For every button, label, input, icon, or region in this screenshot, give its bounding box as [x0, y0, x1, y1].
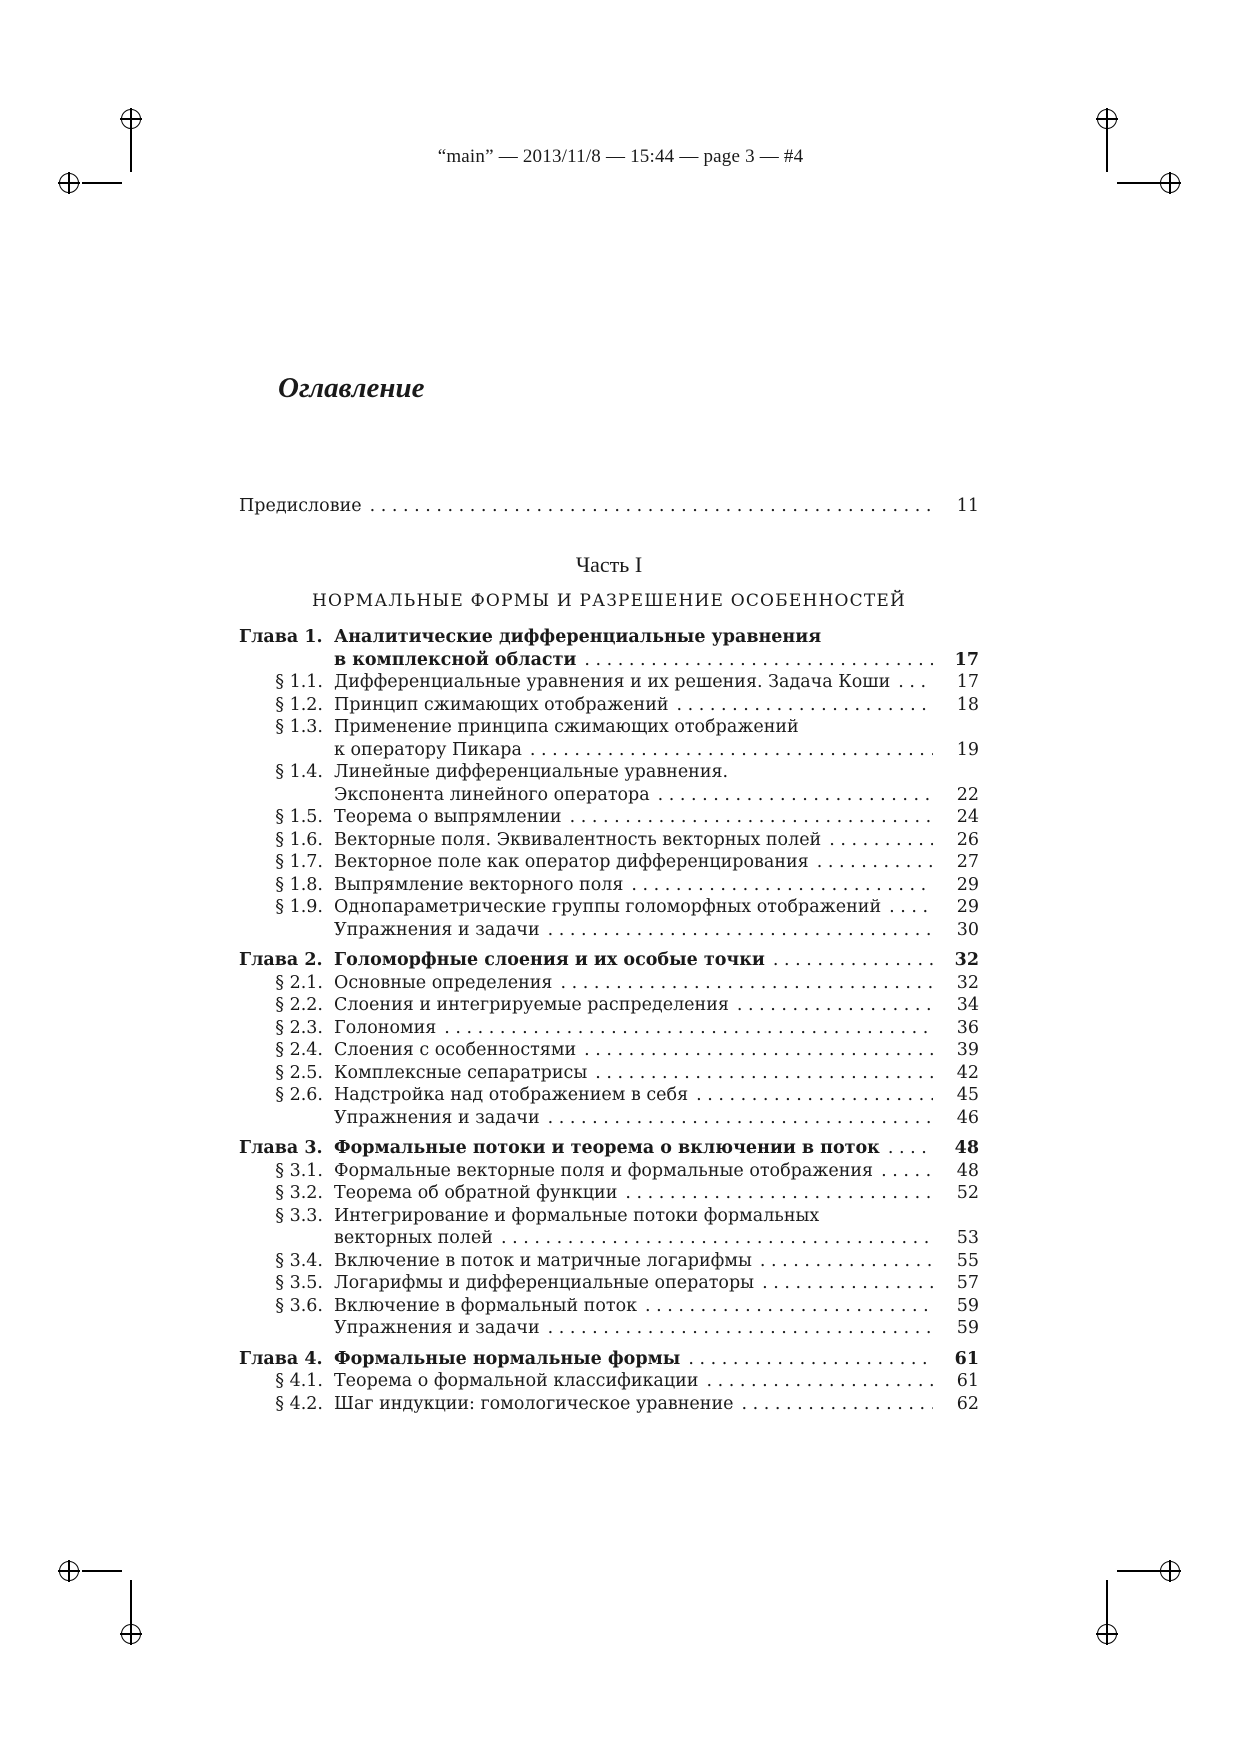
- section-title: Теорема о выпрямлении: [334, 807, 562, 827]
- chapter-page: 61: [954, 1348, 979, 1369]
- section-number: § 3.3.: [275, 1205, 323, 1226]
- registration-mark-icon: [1160, 173, 1180, 193]
- section-number: § 1.2.: [275, 694, 323, 715]
- section-page: 26: [956, 829, 979, 850]
- section-number: § 1.5.: [275, 807, 323, 827]
- toc-entry-page: 11: [956, 496, 979, 516]
- section-title: Теорема об обратной функции: [334, 1183, 618, 1203]
- section-entry[interactable]: [239, 896, 979, 919]
- part-subtitle: НОРМАЛЬНЫЕ ФОРМЫ И РАЗРЕШЕНИЕ ОСОБЕННОСТЕЙ: [311, 590, 907, 611]
- section-page: 27: [956, 852, 979, 872]
- section-number: § 2.3.: [275, 1017, 323, 1038]
- section-page: 57: [956, 1273, 979, 1293]
- section-page: 36: [956, 1017, 979, 1038]
- section-number: § 3.4.: [275, 1250, 323, 1271]
- section-number: § 4.1.: [275, 1371, 323, 1391]
- section-title: Упражнения и задачи: [334, 919, 540, 940]
- section-number: § 2.1.: [275, 972, 323, 993]
- section-page: 53: [956, 1228, 979, 1248]
- chapter-page: 32: [954, 950, 979, 970]
- section-entry[interactable]: [239, 874, 979, 897]
- table-of-contents: [239, 495, 979, 1415]
- chapter-title: в комплексной области: [334, 649, 577, 670]
- section-entry[interactable]: [239, 671, 979, 694]
- chapter-title: Формальные потоки и теорема о включении в поток: [334, 1138, 880, 1158]
- section-entry[interactable]: [239, 716, 979, 739]
- section-title: Голономия: [334, 1017, 437, 1038]
- section-title: Упражнения и задачи: [334, 1107, 540, 1128]
- section-title: Теорема о формальной классификации: [334, 1371, 699, 1391]
- registration-mark-icon: [1097, 109, 1117, 129]
- section-entry-exercises[interactable]: [239, 1107, 979, 1130]
- section-title: Векторное поле как оператор дифференцирования: [334, 852, 809, 872]
- chapter-heading-continued[interactable]: [239, 649, 979, 672]
- section-entry[interactable]: [239, 761, 979, 784]
- section-number: § 3.2.: [275, 1183, 323, 1203]
- section-title: Надстройка над отображением в себя: [334, 1085, 689, 1105]
- section-entry[interactable]: [239, 1039, 979, 1062]
- section-page: 45: [956, 1085, 979, 1105]
- section-title: к оператору Пикара: [334, 739, 522, 760]
- section-title: Интегрирование и формальные потоки формальных: [334, 1205, 820, 1226]
- section-entry[interactable]: [239, 1205, 979, 1228]
- section-title: Логарифмы и дифференциальные операторы: [334, 1273, 755, 1293]
- section-title: Основные определения: [334, 972, 553, 993]
- section-entry[interactable]: [239, 806, 979, 829]
- section-title: Применение принципа сжимающих отображений: [334, 717, 799, 737]
- section-number: § 1.1.: [275, 672, 323, 692]
- section-title: Линейные дифференциальные уравнения.: [334, 762, 729, 782]
- section-number: § 3.1.: [275, 1160, 323, 1181]
- section-title: Включение в формальный поток: [334, 1295, 638, 1316]
- section-page: 29: [956, 874, 979, 895]
- chapter-heading[interactable]: [239, 626, 979, 649]
- section-entry[interactable]: [239, 851, 979, 874]
- section-entry-continued[interactable]: [239, 1227, 979, 1250]
- chapter-page: 17: [954, 649, 979, 670]
- chapter-label: Глава 3.: [239, 1138, 323, 1158]
- section-title: Шаг индукции: гомологическое уравнение: [334, 1393, 734, 1414]
- section-title: Упражнения и задачи: [334, 1318, 540, 1338]
- section-entry[interactable]: [239, 1062, 979, 1085]
- registration-mark-icon: [59, 173, 79, 193]
- section-page: 61: [956, 1371, 979, 1391]
- section-page: 52: [956, 1183, 979, 1203]
- section-number: § 1.7.: [275, 852, 323, 872]
- toc-entry-preface[interactable]: [239, 495, 979, 518]
- section-entry[interactable]: [239, 1084, 979, 1107]
- section-page: 29: [956, 897, 979, 917]
- section-title: Экспонента линейного оператора: [334, 784, 650, 805]
- section-number: § 3.6.: [275, 1295, 323, 1316]
- page-header: “main” — 2013/11/8 — 15:44 — page 3 — #4: [437, 146, 804, 167]
- chapter-title: Формальные нормальные формы: [334, 1348, 681, 1369]
- chapter-heading[interactable]: [239, 1348, 979, 1371]
- section-title: Однопараметрические группы голоморфных отображений: [334, 897, 882, 917]
- section-page: 42: [956, 1062, 979, 1083]
- section-page: 62: [956, 1393, 979, 1414]
- section-title: Комплексные сепаратрисы: [334, 1062, 588, 1083]
- section-entry[interactable]: [239, 1017, 979, 1040]
- section-entry[interactable]: [239, 1182, 979, 1205]
- section-page: 34: [956, 995, 979, 1015]
- chapter-heading[interactable]: [239, 1137, 979, 1160]
- chapter-title: Голоморфные слоения и их особые точки: [334, 950, 765, 970]
- section-entry[interactable]: [239, 1370, 979, 1393]
- section-number: § 4.2.: [275, 1393, 323, 1414]
- section-title: Выпрямление векторного поля: [334, 874, 624, 895]
- section-page: 30: [956, 919, 979, 940]
- section-page: 19: [956, 739, 979, 760]
- section-entry-exercises[interactable]: [239, 919, 979, 942]
- section-number: § 2.4.: [275, 1040, 323, 1060]
- chapter-label: Глава 4.: [239, 1348, 323, 1369]
- section-page: 17: [956, 672, 979, 692]
- registration-mark-icon: [1097, 1624, 1117, 1644]
- section-entry[interactable]: [239, 694, 979, 717]
- section-page: 18: [956, 694, 979, 715]
- section-number: § 3.5.: [275, 1273, 323, 1293]
- chapter-title: Аналитические дифференциальные уравнения: [334, 627, 822, 647]
- section-number: § 1.9.: [275, 897, 323, 917]
- section-entry[interactable]: [239, 1250, 979, 1273]
- section-number: § 1.8.: [275, 874, 323, 895]
- section-entry[interactable]: [239, 1295, 979, 1318]
- chapter-label: Глава 1.: [239, 627, 323, 647]
- section-page: 48: [956, 1160, 979, 1181]
- section-entry-continued[interactable]: [239, 784, 979, 807]
- section-number: § 2.6.: [275, 1085, 323, 1105]
- section-entry[interactable]: [239, 994, 979, 1017]
- chapter-page: 48: [954, 1138, 979, 1158]
- section-page: 39: [956, 1040, 979, 1060]
- toc-entry-title: Предисловие: [239, 496, 362, 516]
- section-entry[interactable]: [239, 1393, 979, 1416]
- section-title: Слоения с особенностями: [334, 1040, 577, 1060]
- registration-mark-icon: [121, 109, 141, 129]
- section-title: векторных полей: [334, 1228, 493, 1248]
- section-entry[interactable]: [239, 972, 979, 995]
- part-title: Часть I: [575, 551, 643, 577]
- section-page: 59: [956, 1318, 979, 1338]
- section-title: Слоения и интегрируемые распределения: [334, 995, 729, 1015]
- section-title: Векторные поля. Эквивалентность векторных полей: [334, 829, 822, 850]
- section-entry[interactable]: [239, 829, 979, 852]
- chapter-label: Глава 2.: [239, 950, 323, 970]
- registration-mark-icon: [1160, 1561, 1180, 1581]
- chapter-heading[interactable]: [239, 949, 979, 972]
- section-entry-continued[interactable]: [239, 739, 979, 762]
- section-entry[interactable]: [239, 1160, 979, 1183]
- section-entry[interactable]: [239, 1272, 979, 1295]
- section-page: 46: [956, 1107, 979, 1128]
- section-title: Формальные векторные поля и формальные отображения: [334, 1160, 874, 1181]
- section-page: 24: [956, 807, 979, 827]
- section-number: § 2.5.: [275, 1062, 323, 1083]
- section-page: 32: [956, 972, 979, 993]
- section-number: § 2.2.: [275, 995, 323, 1015]
- section-number: § 1.4.: [275, 762, 323, 782]
- section-number: § 1.3.: [275, 717, 323, 737]
- section-title: Принцип сжимающих отображений: [334, 694, 669, 715]
- section-page: 22: [956, 784, 979, 805]
- registration-mark-icon: [121, 1624, 141, 1644]
- section-page: 59: [956, 1295, 979, 1316]
- registration-mark-icon: [59, 1561, 79, 1581]
- section-page: 55: [956, 1250, 979, 1271]
- section-title: Дифференциальные уравнения и их решения. Задача Коши: [334, 672, 891, 692]
- section-number: § 1.6.: [275, 829, 323, 850]
- section-title: Включение в поток и матричные логарифмы: [334, 1250, 752, 1271]
- section-entry-exercises[interactable]: [239, 1317, 979, 1340]
- page-title: Оглавление: [278, 372, 425, 404]
